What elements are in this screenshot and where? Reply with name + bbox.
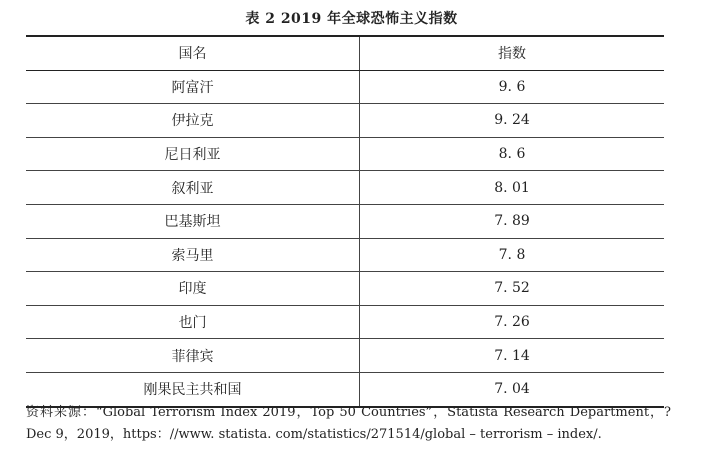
column-header-index: 指数 bbox=[360, 36, 665, 70]
country-cell: 叙利亚 bbox=[26, 171, 360, 205]
table-row bbox=[26, 339, 664, 373]
column-header-country: 国名 bbox=[26, 36, 360, 70]
table-row bbox=[26, 238, 664, 272]
country-cell: 尼日利亚 bbox=[26, 137, 360, 171]
country-cell: 也门 bbox=[26, 305, 360, 339]
index-cell: 7. 89 bbox=[360, 204, 665, 238]
table-row bbox=[26, 104, 664, 138]
terrorism-index-table bbox=[26, 35, 664, 408]
source-note: 资料来源：“Global Terrorism Index 2019，Top 50 Countries”，Statista Research Department，? Dec 9，2019，https：//www. statista. com/statistics/271514/global – terrorism – index/. bbox=[26, 405, 671, 442]
table-row bbox=[26, 137, 664, 171]
table-caption: 表 2 2019 年全球恐怖主义指数 bbox=[245, 11, 458, 27]
table-row bbox=[26, 70, 664, 104]
index-cell: 7. 04 bbox=[360, 372, 665, 406]
country-cell: 伊拉克 bbox=[26, 104, 360, 138]
index-cell: 7. 8 bbox=[360, 238, 665, 272]
index-cell: 9. 24 bbox=[360, 104, 665, 138]
table-row bbox=[26, 305, 664, 339]
table-header-row bbox=[26, 36, 664, 70]
index-cell: 7. 26 bbox=[360, 305, 665, 339]
index-cell: 8. 6 bbox=[360, 137, 665, 171]
index-cell: 8. 01 bbox=[360, 171, 665, 205]
country-cell: 巴基斯坦 bbox=[26, 204, 360, 238]
table-row bbox=[26, 171, 664, 205]
index-cell: 9. 6 bbox=[360, 70, 665, 104]
country-cell: 阿富汗 bbox=[26, 70, 360, 104]
index-cell: 7. 52 bbox=[360, 272, 665, 306]
country-cell: 印度 bbox=[26, 272, 360, 306]
country-cell: 菲律宾 bbox=[26, 339, 360, 373]
country-cell: 索马里 bbox=[26, 238, 360, 272]
table-row bbox=[26, 272, 664, 306]
country-cell: 刚果民主共和国 bbox=[26, 372, 360, 406]
index-cell: 7. 14 bbox=[360, 339, 665, 373]
table-row bbox=[26, 204, 664, 238]
